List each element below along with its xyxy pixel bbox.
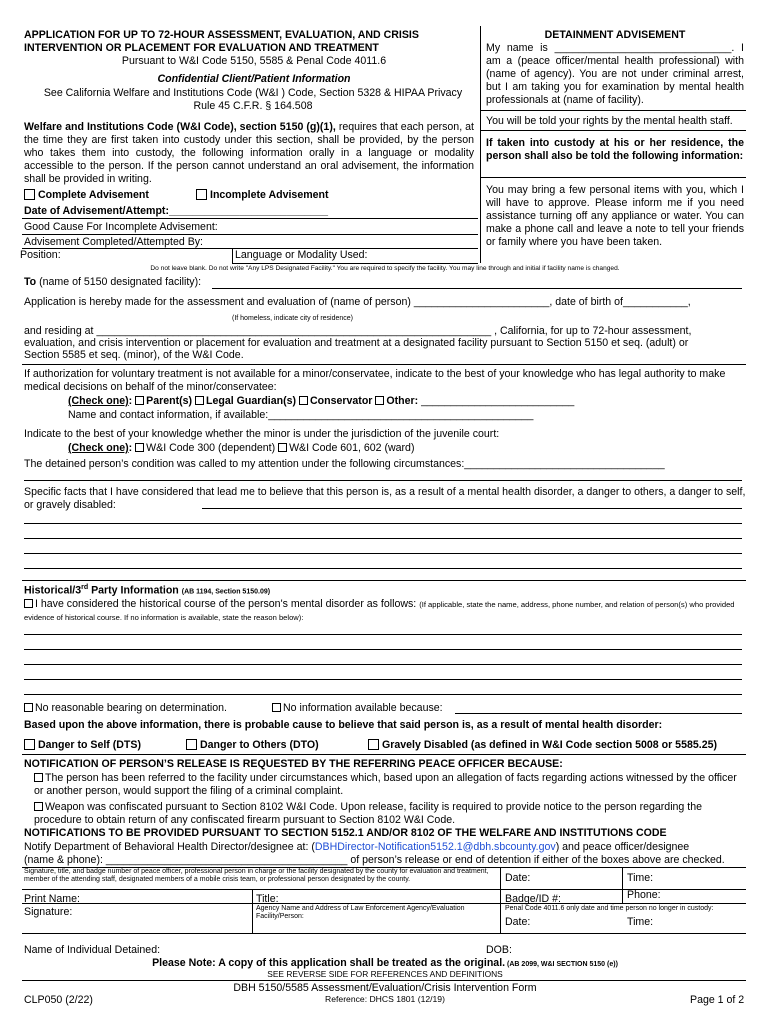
release-title: NOTIFICATION OF PERSON’S RELEASE IS REQUESTED BY THE REFERRING PEACE OFFICER BECAUSE:	[24, 758, 563, 770]
complete-advisement-checkbox[interactable]	[24, 189, 35, 200]
reference-code: Reference: DHCS 1801 (12/19)	[325, 994, 445, 1004]
no-bearing-option[interactable]: No reasonable bearing on determination.	[24, 702, 227, 715]
detainment-title: DETAINMENT ADVISEMENT	[544, 29, 686, 41]
voluntary-text: If authorization for voluntary treatment is not available for a minor/conservatee, indicate to the best of your knowledge who has legal authority to make medical decisions on behalf of the minor/conservatee:	[24, 368, 726, 393]
dto-option[interactable]: Danger to Others (DTO)	[186, 739, 319, 752]
historical-considered: I have considered the historical course of the person's mental disorder as follows: (If applicable, state the name, address, phone number, and relation of person(s) who provided evidence of historical course. If no information is available, state the reason below):	[24, 598, 735, 622]
facility-note: Do not leave blank. Do not write "Any LPS Designated Facility." You are required to specify the facility. You may line through and initial if facility name is changed.	[150, 265, 620, 272]
dts-checkbox[interactable]	[24, 739, 35, 750]
specific-facts-field-4[interactable]	[24, 553, 742, 554]
dbh-email-link[interactable]: DBHDirector-Notification5152.1@dbh.sbcounty.gov	[314, 841, 556, 853]
see-reverse: SEE REVERSE SIDE FOR REFERENCES AND DEFINITIONS	[267, 969, 503, 979]
form-title: APPLICATION FOR UP TO 72-HOUR ASSESSMENT, EVALUATION, AND CRISIS INTERVENTION OR PLACEMENT FOR EVALUATION AND TREATMENT	[24, 29, 419, 54]
conservator-checkbox[interactable]	[299, 396, 308, 405]
print-name-label: Print Name:	[24, 893, 80, 905]
clp-code: CLP050 (2/22)	[24, 994, 93, 1006]
page-number: Page 1 of 2	[690, 994, 745, 1006]
incomplete-advisement-option[interactable]: Incomplete Advisement	[196, 189, 329, 202]
residing-line-3: Section 5585 et seq. (minor), of the W&I Code.	[24, 349, 244, 361]
time-label: Time:	[627, 872, 654, 884]
phone-label: Phone:	[627, 889, 661, 901]
name-contact-line: Name and contact information, if available:_____________________________________________	[68, 409, 534, 421]
position-label: Position:	[20, 249, 61, 261]
residing-line-2: evaluation, and crisis intervention or placement for evaluation and treatment at a designated facility pursuant to Section 5150 et seq. (adult) or	[24, 337, 689, 349]
date-label: Date:	[505, 872, 531, 884]
incomplete-advisement-checkbox[interactable]	[196, 189, 207, 200]
time2-label: Time:	[627, 916, 654, 928]
legal-guardian-checkbox[interactable]	[195, 396, 204, 405]
probable-cause-text: Based upon the above information, there is probable cause to believe that said person is, as a result of mental health disorder:	[24, 719, 663, 731]
application-line: Application is hereby made for the assessment and evaluation of (name of person) _______________________, date of birth of___________,	[24, 296, 691, 308]
date-of-advisement-label: Date of Advisement/Attempt:___________________________	[24, 205, 329, 217]
historical-considered-checkbox[interactable]	[24, 599, 33, 608]
historical-field-2[interactable]	[24, 649, 742, 650]
dto-checkbox[interactable]	[186, 739, 197, 750]
to-facility-label: To (name of 5150 designated facility):	[24, 276, 202, 288]
badge-label: Badge/ID #:	[505, 893, 561, 905]
signature-note: Signature, title, and badge number of peace officer, professional person in charge or the facility designated by the county for evaluation and treatment, member of the attending staff, designated members of a mobile crisis team, or professional person designated by the county.	[24, 868, 489, 884]
detainment-p1: My name is ______________________________. I am a (peace officer/mental health professional) with (name of agency). You are not under criminal arrest, but I am taking you for examination by mental health professionals at (name of facility).	[486, 42, 744, 106]
complete-advisement-option[interactable]: Complete Advisement	[24, 189, 149, 202]
signature-label: Signature:	[24, 906, 73, 918]
parents-checkbox[interactable]	[135, 396, 144, 405]
wi-601-checkbox[interactable]	[278, 443, 287, 452]
other-checkbox[interactable]	[375, 396, 384, 405]
gd-checkbox[interactable]	[368, 739, 379, 750]
completed-by-label: Advisement Completed/Attempted By:	[24, 236, 204, 248]
historical-field-3[interactable]	[24, 664, 742, 665]
good-cause-label: Good Cause For Incomplete Advisement:	[24, 221, 218, 233]
circumstances-field[interactable]	[24, 480, 742, 481]
historical-title: Historical/3rd Party Information (AB 1194, Section 5150.09)	[24, 584, 271, 597]
name-detained-label: Name of Individual Detained:	[24, 944, 161, 956]
see-california-text: See California Welfare and Institutions Code (W&I ) Code, Section 5328 & HIPAA Privacy Rule 45 C.F.R. § 164.508	[43, 87, 463, 112]
specific-facts-field-2[interactable]	[24, 523, 742, 524]
historical-field-4[interactable]	[24, 679, 742, 680]
no-info-field[interactable]	[455, 713, 742, 714]
detainment-p4: You may bring a few personal items with you, which I will have to approve. Please inform me if you need assistance turning off any appliance or water. You can make a phone call and leave a note to tell your friends or family where you have been taken.	[486, 184, 744, 248]
guardian-options: (Check one): Parent(s) Legal Guardian(s) Conservator Other: __________________________	[68, 395, 575, 407]
facility-name-field[interactable]	[212, 288, 742, 289]
detainment-p2: You will be told your rights by the mental health staff.	[486, 115, 733, 127]
notify-line: Notify Department of Behavioral Health Director/designee at: (DBHDirector-Notification5152.1@dbh.sbcounty.gov) and peace officer/designee	[24, 841, 690, 853]
homeless-note: (If homeless, indicate city of residence)	[232, 315, 353, 322]
release-p2-checkbox[interactable]	[34, 802, 43, 811]
dts-option[interactable]: Danger to Self (DTS)	[24, 739, 141, 752]
specific-facts-field-5[interactable]	[24, 568, 742, 569]
historical-field-1[interactable]	[24, 634, 742, 635]
agency-label: Agency Name and Address of Law Enforcement Agency/Evaluation Facility/Person:	[256, 905, 465, 921]
name-phone-line: (name & phone): _________________________________________ of person’s release or end of detention if either of the boxes above are checked.	[24, 854, 725, 866]
pursuant-text: Pursuant to W&I Code 5150, 5585 & Penal Code 4011.6	[121, 55, 387, 67]
penal-code-label: Penal Code 4011.6 only date and time person no longer in custody:	[505, 905, 714, 912]
copy-note: Please Note: A copy of this application shall be treated as the original. (AB 2099, W&I SECTION 5150 (e))	[152, 957, 618, 969]
dob-label: DOB:	[486, 944, 512, 956]
circumstances-line: The detained person’s condition was called to my attention under the following circumstances:__________________________________	[24, 458, 665, 470]
detainment-p3: If taken into custody at his or her residence, the person shall also be told the following information:	[486, 137, 744, 162]
no-info-option[interactable]: No information available because:	[272, 702, 443, 715]
juvenile-text: Indicate to the best of your knowledge whether the minor is under the jurisdiction of the juvenile court:	[24, 428, 500, 440]
juvenile-options: (Check one): W&I Code 300 (dependent) W&I Code 601, 602 (ward)	[68, 442, 415, 454]
no-info-checkbox[interactable]	[272, 703, 281, 712]
specific-facts-field-3[interactable]	[24, 538, 742, 539]
gd-option[interactable]: Gravely Disabled (as defined in W&I Code section 5008 or 5585.25)	[368, 739, 717, 752]
release-p2: Weapon was confiscated pursuant to Section 8102 W&I Code. Upon release, facility is required to provide notice to the person regarding the procedure to obtain return of any confiscated firearm pursuant to Section 8102 W&I Code.	[34, 801, 702, 826]
historical-field-5[interactable]	[24, 694, 742, 695]
advisement-intro: Welfare and Institutions Code (W&I Code), section 5150 (g)(1), requires that each person, at the time they are first taken into custody under this section, shall be provided, by the person who takes them into custody, the following information orally in a language or modality accessible to the person. If the person cannot understand an oral advisement, the information shall be provided in writing.	[24, 121, 474, 185]
date2-label: Date:	[505, 916, 531, 928]
residing-line: and residing at ___________________________________________________________________ , California, for up to 72-hour assessment,	[24, 325, 692, 337]
specific-facts-field-1[interactable]	[202, 508, 742, 509]
wi-300-checkbox[interactable]	[135, 443, 144, 452]
release-p1-checkbox[interactable]	[34, 773, 43, 782]
specific-facts-text: Specific facts that I have considered that lead me to believe that this person is, as a result of a mental health disorder, a danger to others, a danger to self, or gravely disabled:	[24, 486, 746, 511]
confidential-text: Confidential Client/Patient Information	[157, 73, 351, 85]
language-label: Language or Modality Used:	[235, 249, 368, 261]
title-label: Title:	[256, 893, 279, 905]
no-bearing-checkbox[interactable]	[24, 703, 33, 712]
dbh-form-name: DBH 5150/5585 Assessment/Evaluation/Crisis Intervention Form	[233, 982, 537, 994]
notifications-title: NOTIFICATIONS TO BE PROVIDED PURSUANT TO SECTION 5152.1 AND/OR 8102 OF THE WELFARE AND INSTITUTIONS CODE	[24, 827, 667, 839]
release-p1: The person has been referred to the facility under circumstances which, based upon an allegation of facts regarding actions witnessed by the officer or another person, would support the filing of a criminal complaint.	[34, 772, 737, 797]
